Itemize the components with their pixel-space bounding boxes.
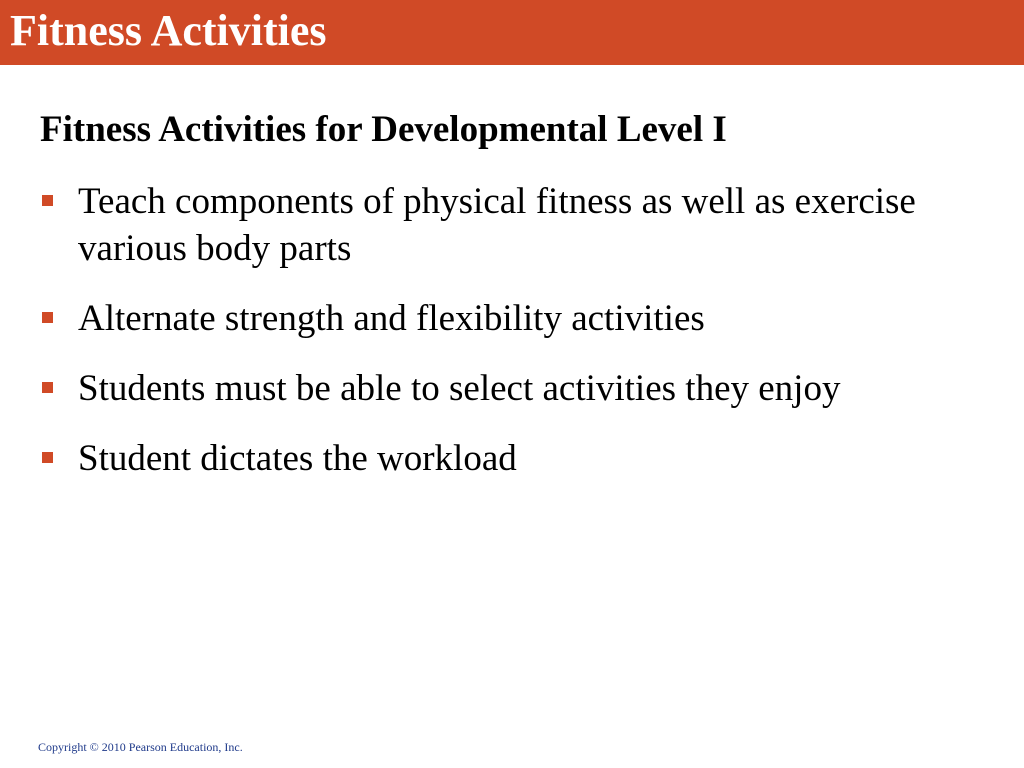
bullet-text: Teach components of physical fitness as well as exercise various body parts <box>78 181 916 269</box>
title-bar <box>0 0 1024 65</box>
bullet-item <box>40 295 1000 342</box>
bullet-text: Students must be able to select activities they enjoy <box>78 368 841 409</box>
bullet-item <box>40 365 1000 412</box>
square-bullet-icon <box>42 195 53 206</box>
bullet-text: Student dictates the workload <box>78 438 517 479</box>
slide-subheading: Fitness Activities for Developmental Level I <box>40 109 727 150</box>
copyright-footer: Copyright © 2010 Pearson Education, Inc. <box>38 740 243 754</box>
bullet-text: Alternate strength and flexibility activities <box>78 298 705 339</box>
square-bullet-icon <box>42 312 53 323</box>
bullet-item <box>40 435 1000 482</box>
square-bullet-icon <box>42 452 53 463</box>
square-bullet-icon <box>42 382 53 393</box>
bullet-list <box>40 178 1000 505</box>
slide-title: Fitness Activities <box>10 6 327 55</box>
bullet-item <box>40 178 1000 272</box>
